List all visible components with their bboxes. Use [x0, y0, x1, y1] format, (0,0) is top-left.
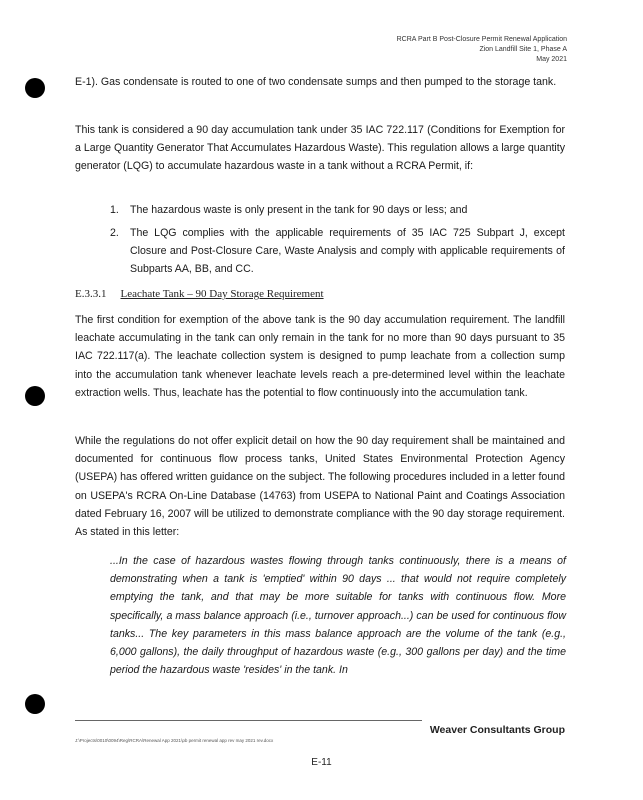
- list-item-number: 1.: [110, 204, 119, 216]
- paragraph-accumulation-tank: This tank is considered a 90 day accumulation tank under 35 IAC 722.117 (Conditions for Exemption for a Large Quantity Generator That Accumulates Hazardous Waste). This regulation allows a large quantity generator (LQG) to accumulate hazardous waste in a tank without a RCRA Permit, if:: [75, 124, 565, 173]
- list-item: [110, 201, 565, 219]
- section-title: Leachate Tank – 90 Day Storage Requirement: [120, 288, 324, 300]
- header-site: Zion Landfill Site 1, Phase A: [479, 46, 567, 53]
- section-heading: [75, 288, 324, 300]
- punch-hole-top: [25, 78, 45, 98]
- list-item: [110, 224, 565, 279]
- page-number: E-11: [311, 757, 332, 768]
- section-number: E.3.3.1: [75, 288, 107, 300]
- header-title: RCRA Part B Post-Closure Permit Renewal Application: [396, 36, 567, 43]
- punch-hole-bottom: [25, 694, 45, 714]
- punch-hole-middle: [25, 386, 45, 406]
- paragraph-first-condition: The first condition for exemption of the above tank is the 90 day accumulation requirement. The landfill leachate accumulating in the tank can only remain in the tank for no more than 90 days pursuant to 35 IAC 722.117(a). The leachate collection system is designed to pump leachate from a collection sump into the accumulation tank whenever leachate levels reach a pre-determined level within the leachate extraction wells. Thus, leachate has the potential to flow continuously into the accumulation tank.: [75, 314, 565, 399]
- page-header: [397, 35, 567, 65]
- list-item-number: 2.: [110, 227, 119, 239]
- list-item-text: The hazardous waste is only present in the tank for 90 days or less; and: [130, 204, 468, 216]
- header-date: May 2021: [536, 56, 567, 63]
- paragraph-condensate: E-1). Gas condensate is routed to one of two condensate sumps and then pumped to the storage tank.: [75, 76, 557, 88]
- paragraph-regulations: While the regulations do not offer explicit detail on how the 90 day requirement shall be maintained and documented for continuous flow process tanks, United States Environmental Protection Agency (USEPA) has offered written guidance on the subject. The following procedures included in a letter found on USEPA's RCRA On-Line Database (14763) from USEPA to National Paint and Coatings Association dated February 16, 2007 will be utilized to demonstrate compliance with the 90 day storage requirement. As stated in this letter:: [75, 435, 565, 539]
- footer-file-path: J:\Projects\0010\0094\Reg\RCRA\Renewal App 2021\pb permit renewal app rev may 2021 rev.docx: [75, 738, 274, 743]
- footer-company: Weaver Consultants Group: [429, 724, 565, 736]
- footer-divider: [75, 720, 422, 721]
- quoted-letter-excerpt: ...In the case of hazardous wastes flowing through tanks continuously, there is a means of demonstrating when a tank is 'emptied' within 90 days ... that would not require completely emptying the tank, and that may be more suitable for tanks with continuous flow. More specifically, a mass balance approach (i.e., turnover approach...) can be used for continuous flow tanks... The key parameters in this mass balance approach are the volume of the tank (e.g., 6,000 gallons), the daily throughput of hazardous waste (e.g., 300 gallons per day) and the time period the hazardous waste 'resides' in the tank. In: [110, 555, 566, 677]
- list-item-text: The LQG complies with the applicable requirements of 35 IAC 725 Subpart J, except Closure and Post-Closure Care, Waste Analysis and comply with applicable requirements of Subparts AA, BB, and CC.: [130, 227, 565, 276]
